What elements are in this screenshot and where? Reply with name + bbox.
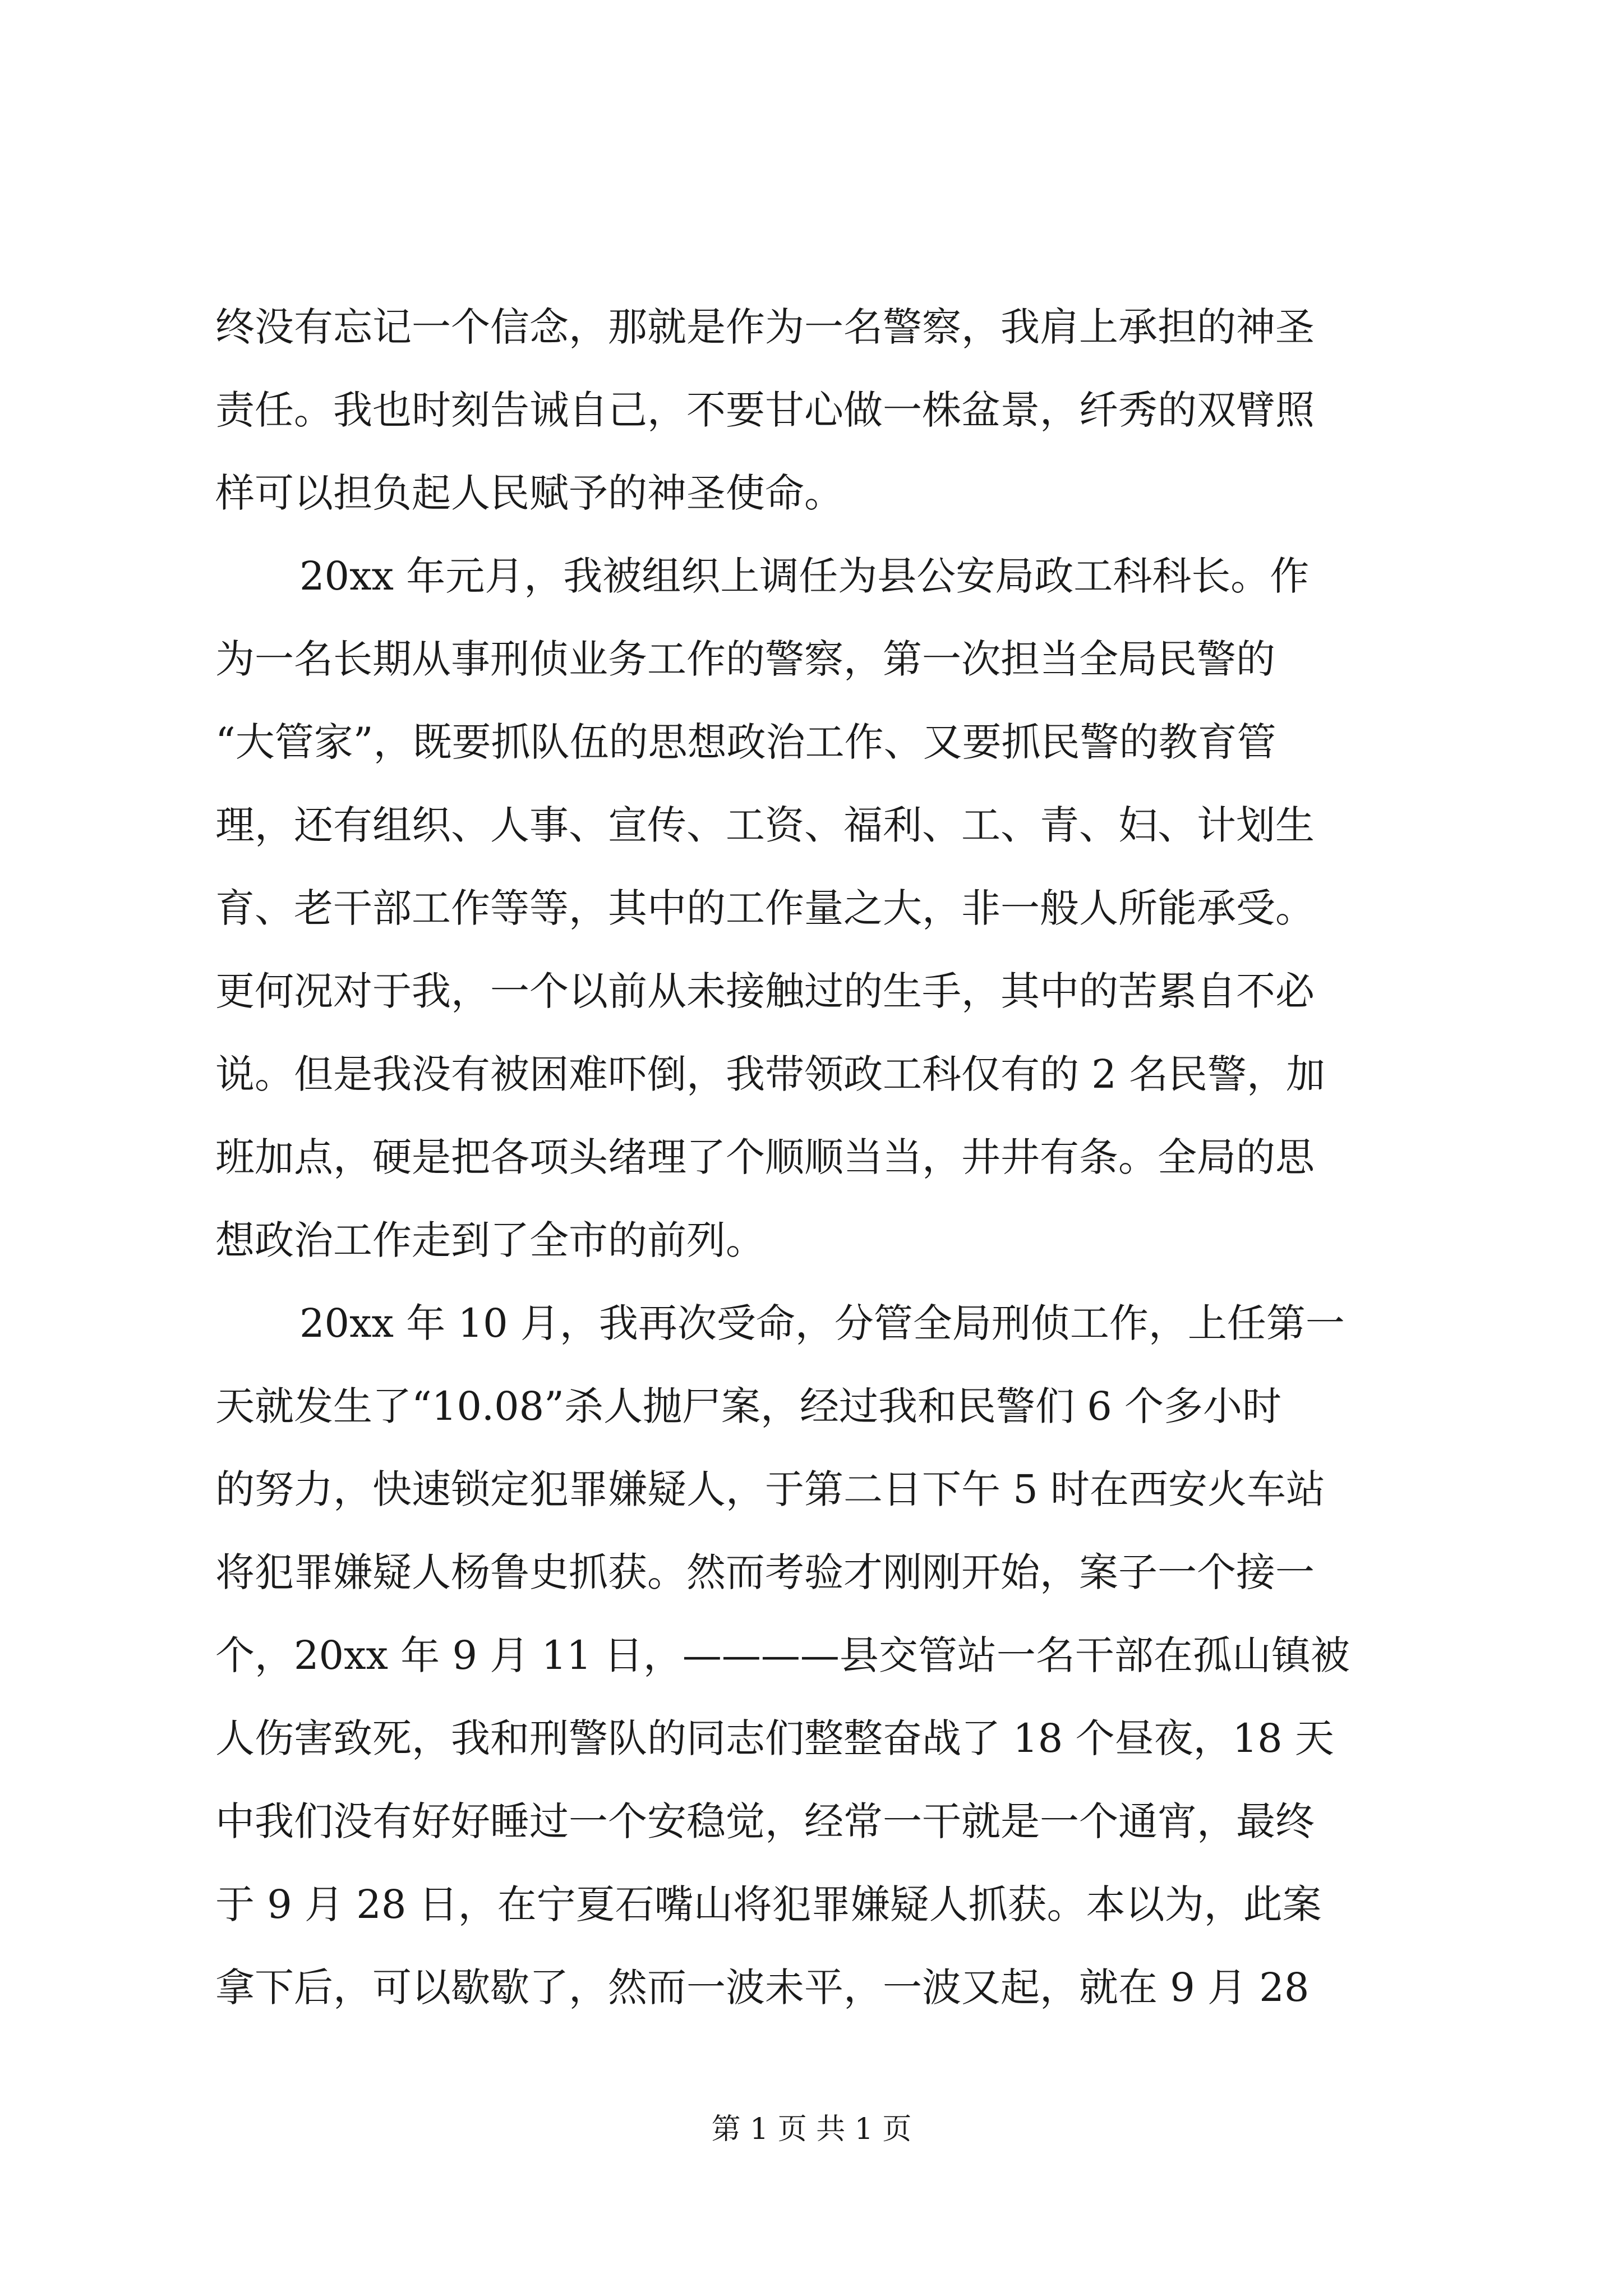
body-line-10: 说。但是我没有被困难吓倒，我带领政工科仅有的 2 名民警，加: [215, 1051, 1326, 1097]
body-line-2: 责任。我也时刻告诫自己，不要甘心做一株盆景，纤秀的双臂照: [215, 387, 1315, 433]
body-line-14: 天就发生了“10.08”杀人抛尸案，经过我和民警们 6 个多小时: [215, 1383, 1282, 1429]
body-line-16: 将犯罪嫌疑人杨鲁史抓获。然而考验才刚刚开始，案子一个接一: [215, 1549, 1315, 1595]
body-line-7: 理，还有组织、人事、宣传、工资、福利、工、青、妇、计划生: [215, 802, 1315, 848]
body-line-15: 的努力，快速锁定犯罪嫌疑人，于第二日下午 5 时在西安火车站: [215, 1466, 1326, 1512]
body-line-17: 个，20xx 年 9 月 11 日，————县交管站一名干部在孤山镇被: [215, 1632, 1350, 1678]
page-footer: 第 1 页 共 1 页: [711, 2113, 912, 2146]
body-line-11: 班加点，硬是把各项头绪理了个顺顺当当，井井有条。全局的思: [215, 1134, 1315, 1180]
body-line-20: 于 9 月 28 日，在宁夏石嘴山将犯罪嫌疑人抓获。本以为，此案: [215, 1881, 1322, 1927]
body-line-6: “大管家”，既要抓队伍的思想政治工作、又要抓民警的教育管: [215, 719, 1276, 765]
paragraph-2-line-1: 20xx 年元月，我被组织上调任为县公安局政工科科长。作: [299, 553, 1310, 599]
paragraph-3-line-1: 20xx 年 10 月，我再次受命，分管全局刑侦工作，上任第一: [299, 1300, 1345, 1346]
body-line-5: 为一名长期从事刑侦业务工作的警察，第一次担当全局民警的: [215, 636, 1275, 682]
body-line-1: 终没有忘记一个信念，那就是作为一名警察，我肩上承担的神圣: [215, 304, 1315, 350]
body-line-21: 拿下后，可以歇歇了，然而一波未平，一波又起，就在 9 月 28: [215, 1964, 1310, 2010]
body-line-8: 育、老干部工作等等，其中的工作量之大，非一般人所能承受。: [215, 885, 1315, 931]
body-line-9: 更何况对于我，一个以前从未接触过的生手，其中的苦累自不必: [215, 968, 1315, 1014]
body-line-3: 样可以担负起人民赋予的神圣使命。: [215, 470, 843, 516]
body-line-19: 中我们没有好好睡过一个安稳觉，经常一干就是一个通宵，最终: [215, 1798, 1315, 1844]
body-line-12: 想政治工作走到了全市的前列。: [215, 1217, 765, 1263]
body-line-18: 人伤害致死，我和刑警队的同志们整整奋战了 18 个昼夜，18 天: [215, 1715, 1334, 1761]
